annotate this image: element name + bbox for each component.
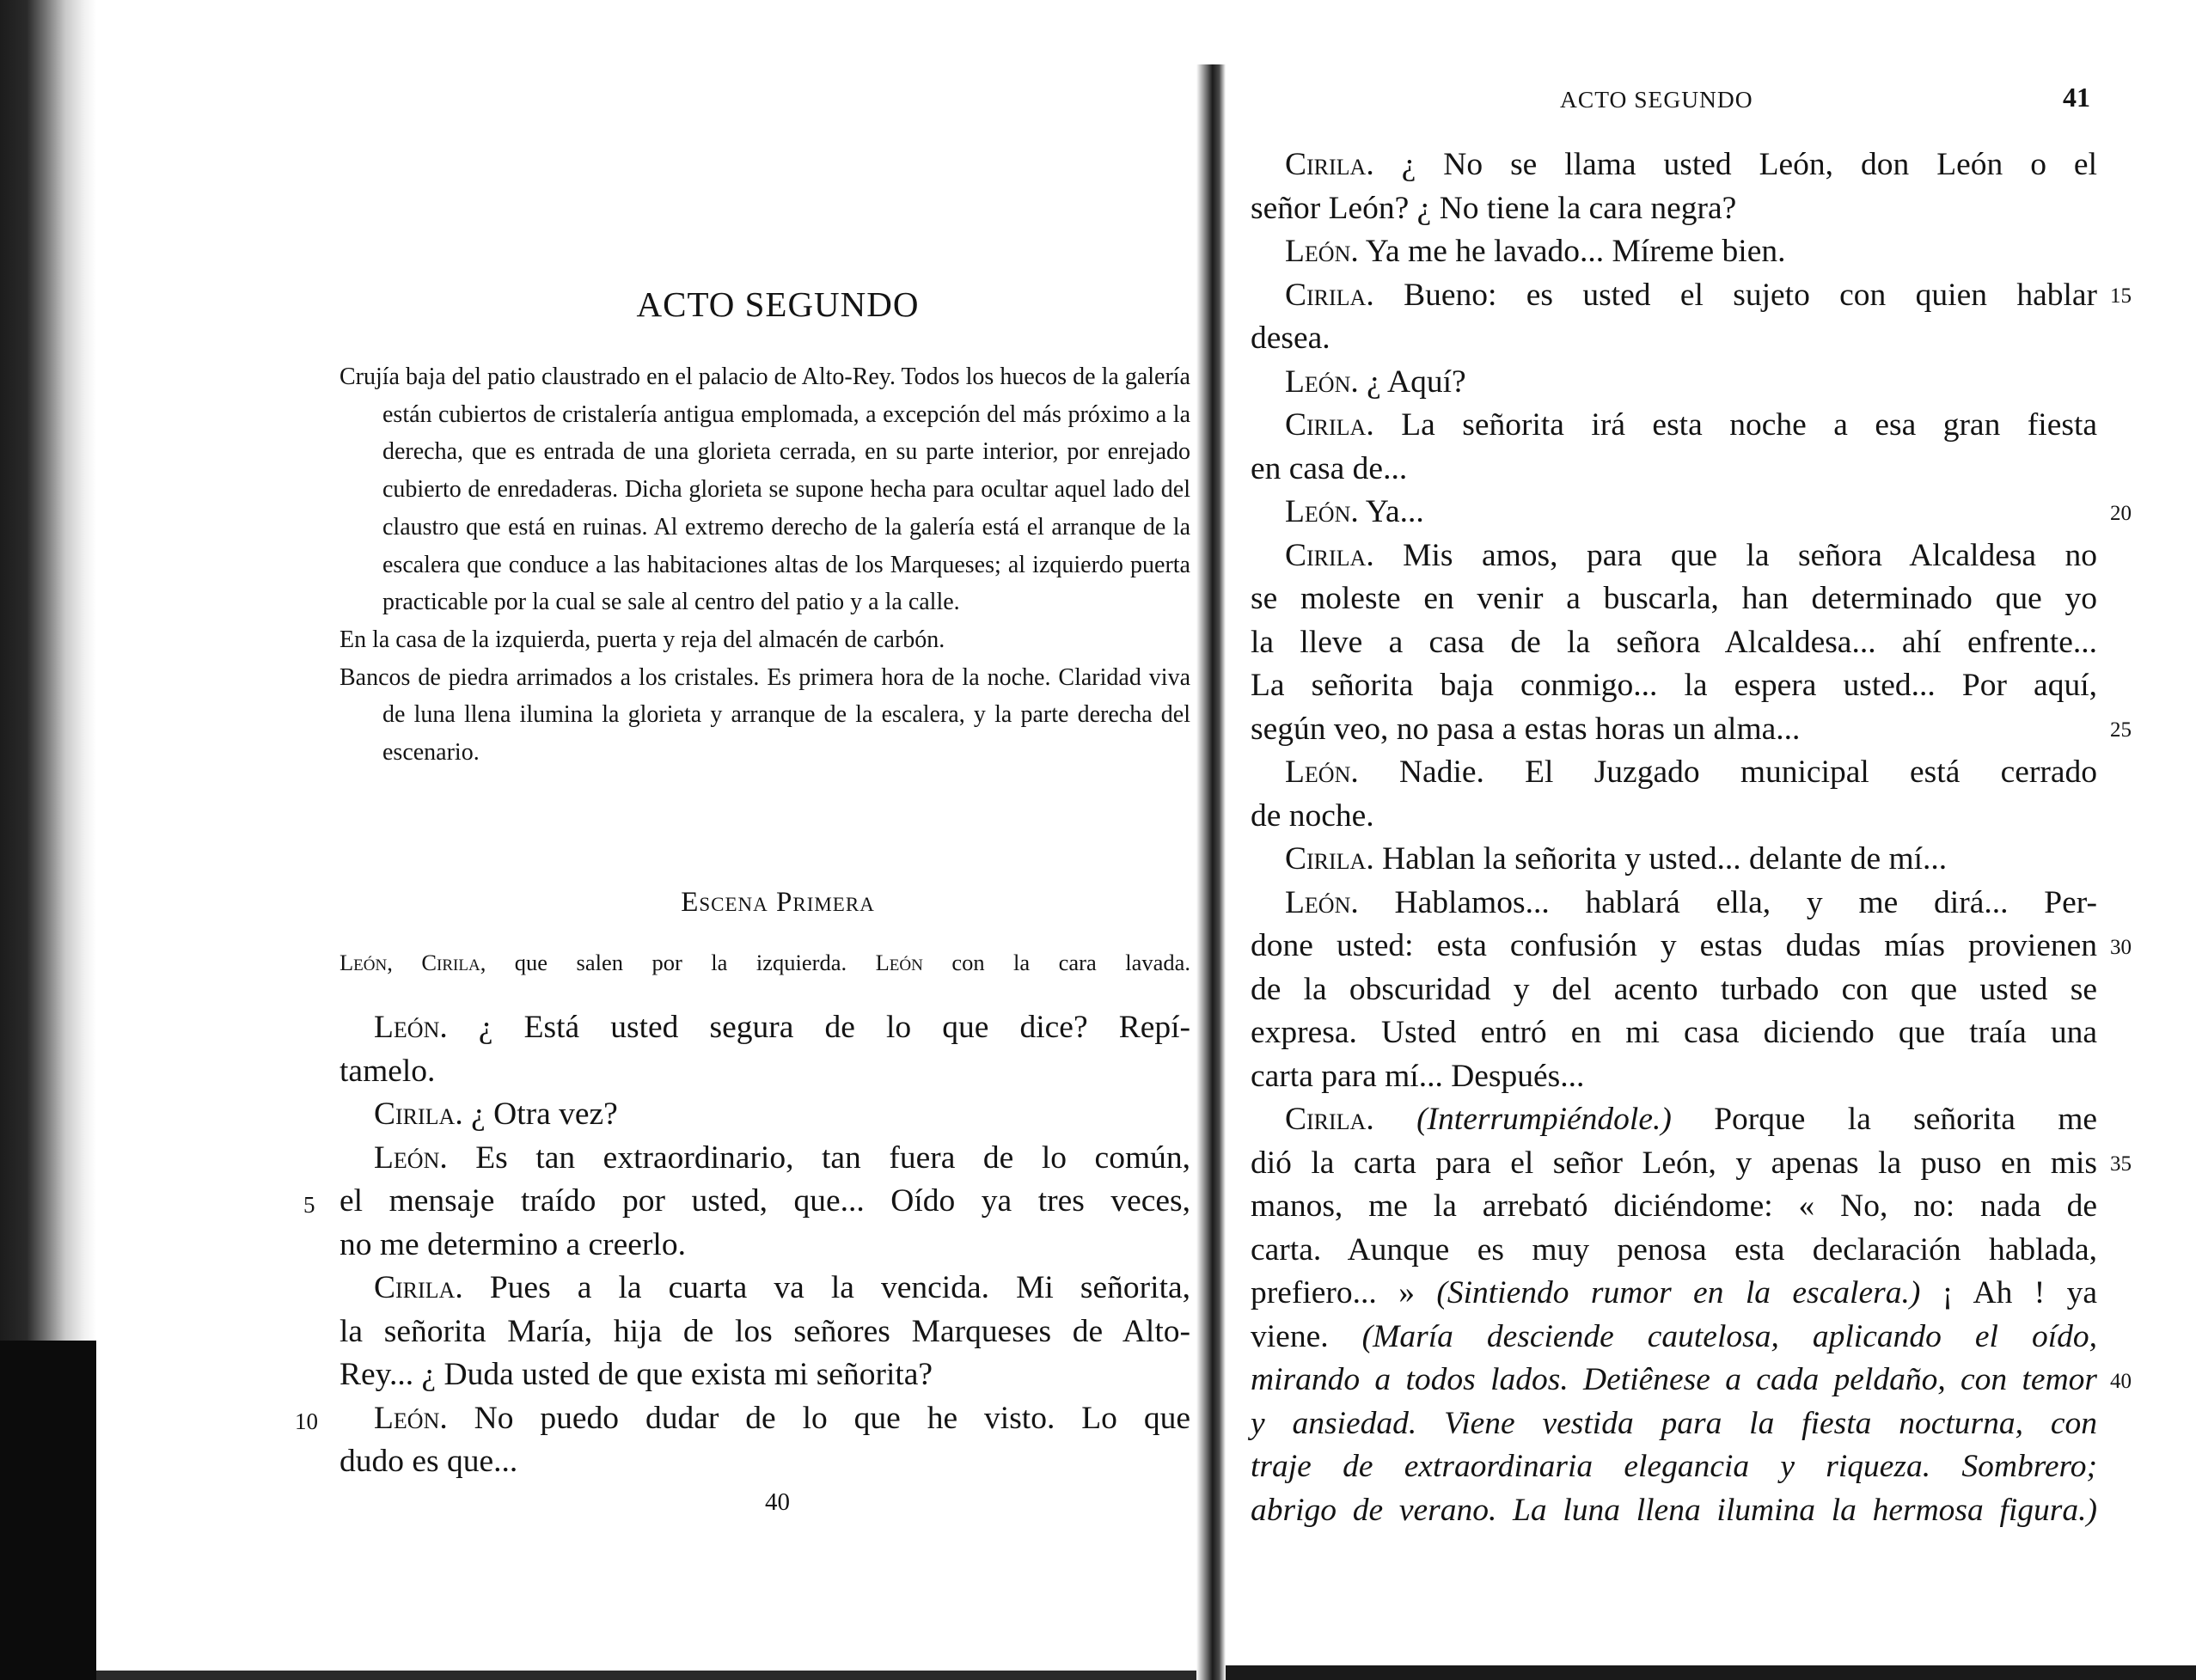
speaker-name: Cirila.	[1285, 407, 1374, 443]
dialogue-text: según veo, no pasa a estas horas un alma...	[1251, 711, 1801, 747]
dialogue-line	[1251, 491, 2097, 535]
dialogue-line	[1251, 664, 2097, 708]
dialogue-text: ¿ Aquí?	[1367, 363, 1466, 400]
speaker-name: Cirila.	[374, 1270, 463, 1305]
dialogue-text: la señorita María, hija de los señores Marqueses de Alto-	[339, 1313, 1190, 1349]
dialogue-text: de noche.	[1251, 797, 1374, 834]
speaker-name: León.	[374, 1400, 448, 1436]
dialogue-text: Pues a la cuarta va la vencida. Mi señorita,	[489, 1270, 1191, 1305]
dialogue-text: de la obscuridad y del acento turbado con que usted se	[1251, 971, 2097, 1007]
stage-directions	[339, 358, 1190, 772]
dialogue-line	[1251, 448, 2097, 492]
dialogue-line	[1251, 925, 2097, 968]
scan-bottom-edge-right	[1226, 1665, 2196, 1680]
character-leon: León	[339, 950, 388, 975]
dialogue-text: el mensaje traído por usted, que... Oído ya tres veces,	[339, 1183, 1190, 1219]
dialogue-text: prefiero... »	[1251, 1275, 1415, 1310]
dialogue-line	[1251, 1402, 2097, 1446]
dialogue-text: tamelo.	[339, 1053, 436, 1089]
dialogue-text: expresa. Usted entró en mi casa diciendo que traía una	[1251, 1015, 2097, 1050]
character-leon-2: León	[875, 950, 923, 975]
line-number-10: 10	[295, 1408, 318, 1434]
dialogue-text: ¡ Ah ! ya	[1942, 1275, 2098, 1310]
line-number-40: 40	[2110, 1370, 2132, 1393]
dialogue-text: ¿ Está usted segura de lo que dice? Repí-	[478, 1010, 1191, 1045]
stage-direction-1: Crujía baja del patio claustrado en el palacio de Alto-Rey. Todos los huecos de la galería están cubiertos de cristalería antigua emplomada, a excepción del más próximo a la derecha, que es entrada de una glorieta cerrada, en su parte interior, por enrejado cubierto de enredaderas. Dicha glorieta se supone hecha para ocultar aquel lado del claustro que está en ruinas. Al extremo derecho de la galería está el arranque de la escalera que conduce a las habitaciones altas de los Marqueses; al izquierdo puerta practicable por la cual se sale al centro del patio y a la calle.	[339, 363, 1190, 616]
dialogue-line	[1251, 838, 2097, 882]
dialogue-text: se moleste en venir a buscarla, han determinado que yo	[1251, 581, 2097, 616]
dialogue-text: ¿ Otra vez?	[471, 1097, 618, 1132]
dialogue-line	[339, 1267, 1190, 1310]
characters-entrance-text-2: con la cara lavada.	[951, 950, 1191, 975]
dialogue-text: carta. Aunque es muy penosa esta declaración hablada,	[1251, 1231, 2097, 1268]
left-dialogue	[339, 1006, 1190, 1484]
speaker-name: Cirila.	[1285, 841, 1374, 877]
stage-direction-inline: traje de extraordinaria elegancia y riqueza. Sombrero;	[1251, 1449, 2097, 1484]
stage-direction-inline: (María desciende cautelosa, aplicando el oído,	[1361, 1318, 2098, 1354]
speaker-name: Cirila.	[1285, 147, 1374, 182]
stage-direction-inline: y ansiedad. Viene vestida para la fiesta nocturna, con	[1251, 1405, 2097, 1441]
scene-title: Escena Primera	[681, 887, 875, 918]
dialogue-text: La señorita baja conmigo... la espera usted... Por aquí,	[1251, 668, 2097, 703]
dialogue-line	[339, 1353, 1190, 1397]
scan-left-edge-dark	[0, 1341, 96, 1680]
speaker-name: Cirila.	[1285, 277, 1374, 313]
speaker-name: León.	[1285, 363, 1359, 400]
dialogue-text: Mis amos, para que la señora Alcaldesa no	[1403, 537, 2098, 573]
dialogue-line	[339, 1006, 1190, 1050]
dialogue-line	[1251, 1011, 2097, 1055]
dialogue-line	[1251, 1445, 2097, 1489]
line-number-20: 20	[2110, 502, 2132, 525]
dialogue-text: en casa de...	[1251, 450, 1408, 486]
dialogue-line	[1251, 230, 2097, 274]
dialogue-line	[1251, 187, 2097, 231]
dialogue-text: dió la carta para el señor León, y apenas la puso en mis	[1251, 1145, 2097, 1181]
dialogue-line	[1251, 708, 2097, 752]
dialogue-text: Hablan la señorita y usted... delante de mí...	[1382, 841, 1948, 877]
dialogue-text: desea.	[1251, 321, 1330, 356]
right-dialogue	[1251, 144, 2097, 1532]
stage-direction-3: Bancos de piedra arrimados a los cristales. Es primera hora de la noche. Claridad viva de luna llena ilumina la glorieta y arranque de la escalera, y la parte derecha del escenario.	[339, 663, 1190, 767]
speaker-name: Cirila.	[1285, 537, 1374, 573]
dialogue-line	[339, 1137, 1190, 1181]
speaker-name: Cirila.	[374, 1097, 463, 1132]
dialogue-line	[1251, 795, 2097, 839]
dialogue-line	[1251, 1489, 2097, 1533]
characters-comma: ,	[387, 950, 393, 975]
dialogue-text: No puedo dudar de lo que he visto. Lo que	[474, 1400, 1190, 1436]
line-number-35: 35	[2110, 1152, 2132, 1176]
dialogue-text: Ya me he lavado... Míreme bien.	[1365, 234, 1786, 269]
dialogue-text: La señorita irá esta noche a esa gran fiesta	[1401, 407, 2098, 443]
line-number-30: 30	[2110, 936, 2132, 959]
dialogue-text: viene.	[1251, 1318, 1329, 1354]
dialogue-line	[1251, 535, 2097, 578]
stage-direction-inline: (Interrumpiéndole.)	[1416, 1102, 1672, 1137]
dialogue-line	[1251, 1142, 2097, 1186]
dialogue-line	[1251, 1229, 2097, 1273]
dialogue-line	[1251, 882, 2097, 926]
dialogue-line	[1251, 317, 2097, 361]
dialogue-text: señor León? ¿ No tiene la cara negra?	[1251, 190, 1737, 226]
scan-bottom-edge-left	[96, 1671, 1196, 1680]
dialogue-text: Es tan extraordinario, tan fuera de lo común,	[475, 1139, 1190, 1176]
dialogue-text: dudo es que...	[339, 1444, 518, 1479]
character-cirila: Cirila	[421, 950, 480, 975]
speaker-name: León.	[1285, 884, 1359, 920]
dialogue-line	[1251, 751, 2097, 795]
dialogue-text: manos, me la arrebató diciéndome: « No, no: nada de	[1251, 1188, 2097, 1224]
dialogue-text: no me determino a creerlo.	[339, 1226, 686, 1262]
left-page-title: ACTO SEGUNDO	[636, 284, 920, 324]
speaker-name: León.	[1285, 754, 1359, 790]
dialogue-line	[1251, 1098, 2097, 1142]
dialogue-line	[339, 1224, 1190, 1268]
dialogue-text: done usted: esta confusión y estas dudas mías provienen	[1251, 928, 2097, 963]
characters-entrance-text: , que salen por la izquierda.	[480, 950, 847, 975]
dialogue-line	[339, 1397, 1190, 1441]
line-number-15: 15	[2110, 284, 2132, 308]
dialogue-text: Rey... ¿ Duda usted de que exista mi señorita?	[339, 1357, 933, 1392]
dialogue-line	[1251, 1359, 2097, 1402]
dialogue-text: Nadie. El Juzgado municipal está cerrado	[1398, 754, 2097, 790]
dialogue-line	[1251, 1185, 2097, 1229]
dialogue-line	[1251, 621, 2097, 665]
stage-direction-inline: mirando a todos lados. Detiênese a cada peldaño, con temor	[1251, 1362, 2097, 1397]
line-number-25: 25	[2110, 718, 2132, 742]
dialogue-line	[1251, 1316, 2097, 1359]
dialogue-text: ¿ No se llama usted León, don León o el	[1401, 147, 2097, 182]
speaker-name: León.	[374, 1139, 448, 1176]
dialogue-text: Bueno: es usted el sujeto con quien hablar	[1404, 277, 2098, 313]
dialogue-line	[339, 1180, 1190, 1224]
dialogue-line	[1251, 404, 2097, 448]
characters-entrance	[339, 950, 1190, 976]
dialogue-line	[339, 1440, 1190, 1484]
dialogue-line	[1251, 144, 2097, 187]
dialogue-text: la lleve a casa de la señora Alcaldesa... ahí enfrente...	[1251, 624, 2097, 660]
running-head: ACTO SEGUNDO	[1560, 86, 1753, 113]
dialogue-line	[1251, 968, 2097, 1012]
dialogue-line	[339, 1093, 1190, 1137]
speaker-name: León.	[1285, 234, 1359, 269]
dialogue-line	[1251, 1055, 2097, 1099]
speaker-name: Cirila.	[1285, 1102, 1374, 1137]
dialogue-line	[1251, 274, 2097, 318]
speaker-name: León.	[1285, 494, 1359, 529]
right-page-number: 41	[2063, 82, 2090, 113]
line-number-5: 5	[303, 1192, 315, 1218]
dialogue-text: carta para mí... Después...	[1251, 1058, 1585, 1094]
speaker-name: León.	[374, 1010, 448, 1045]
stage-direction-inline: (Sintiendo rumor en la escalera.)	[1436, 1275, 1921, 1310]
dialogue-line	[1251, 1272, 2097, 1316]
dialogue-text: Hablamos... hablará ella, y me dirá... Per-	[1394, 884, 2097, 920]
dialogue-line	[339, 1050, 1190, 1094]
dialogue-line	[1251, 361, 2097, 405]
dialogue-text: Porque la señorita me	[1714, 1102, 2098, 1137]
left-page-number: 40	[765, 1488, 790, 1516]
dialogue-line	[339, 1310, 1190, 1354]
stage-direction-inline: abrigo de verano. La luna llena ilumina la hermosa figura.)	[1251, 1492, 2097, 1528]
stage-direction-2: En la casa de la izquierda, puerta y reja del almacén de carbón.	[339, 626, 945, 653]
dialogue-line	[1251, 577, 2097, 621]
dialogue-text: Ya...	[1365, 494, 1424, 529]
